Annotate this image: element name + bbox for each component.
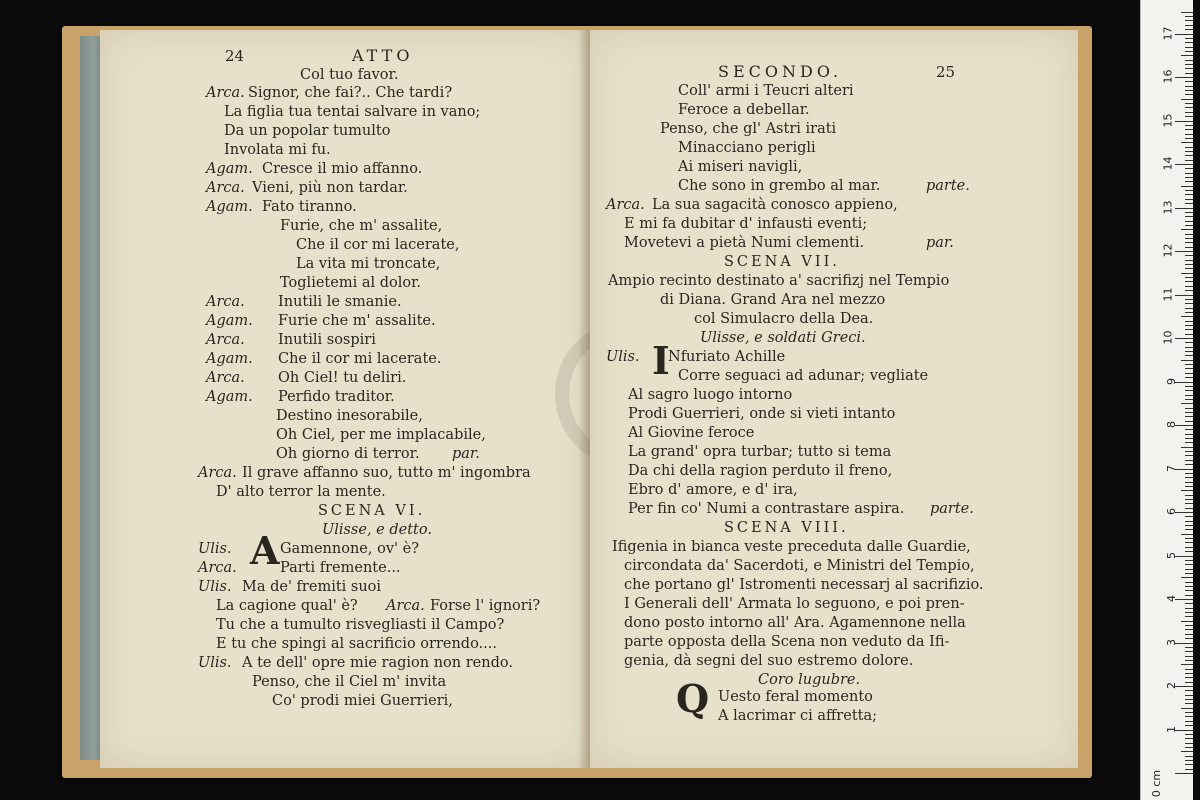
ruler-tick (1185, 521, 1193, 522)
left-page (100, 30, 590, 768)
speaker-label: Arca. (206, 370, 245, 386)
ruler-tick (1185, 329, 1193, 330)
text-line: Minacciano perigli (678, 140, 816, 156)
ruler-tick (1175, 164, 1193, 165)
ruler-tick (1185, 286, 1193, 287)
ruler-tick (1185, 690, 1193, 691)
ruler-tick (1181, 534, 1193, 535)
ruler-tick (1185, 438, 1193, 439)
scene-characters: Ulisse, e detto. (322, 522, 432, 538)
ruler-number: 17 (1161, 26, 1175, 40)
ruler-tick (1185, 247, 1193, 248)
ruler-tick (1185, 660, 1193, 661)
ruler-tick (1185, 281, 1193, 282)
ruler-tick (1185, 582, 1193, 583)
ruler-tick (1185, 638, 1193, 639)
ruler-tick (1181, 12, 1193, 13)
ruler-tick (1185, 155, 1193, 156)
ruler-tick (1185, 764, 1193, 765)
chorus-heading: Coro lugubre. (758, 672, 861, 688)
text-line: La vita mi troncate, (296, 256, 441, 272)
ruler-tick (1185, 473, 1193, 474)
ruler-tick (1185, 212, 1193, 213)
ruler-tick (1181, 229, 1193, 230)
ruler-tick (1185, 482, 1193, 483)
ruler-tick (1185, 260, 1193, 261)
ruler-tick (1185, 107, 1193, 108)
text-line: parte opposta della Scena non veduto da Ifi- (624, 634, 950, 650)
ruler-tick (1185, 738, 1193, 739)
ruler-tick (1185, 616, 1193, 617)
ruler-tick (1185, 38, 1193, 39)
ruler-tick (1181, 621, 1193, 622)
drop-cap-q: Q (676, 676, 710, 721)
text-line: Ai miseri navigli, (678, 159, 803, 175)
ruler-tick (1185, 538, 1193, 539)
text-line: Oh giorno di terror. (276, 446, 420, 462)
ruler-tick (1185, 29, 1193, 30)
ruler-tick (1185, 160, 1193, 161)
ruler-tick (1185, 386, 1193, 387)
ruler-tick (1185, 608, 1193, 609)
ruler-tick (1185, 560, 1193, 561)
text-line: Co' prodi miei Guerrieri, (272, 693, 453, 709)
ruler-tick (1185, 529, 1193, 530)
ruler-tick (1185, 699, 1193, 700)
ruler-tick (1185, 477, 1193, 478)
ruler-tick (1185, 238, 1193, 239)
ruler-tick (1185, 173, 1193, 174)
text-line: La figlia tua tentai salvare in vano; (224, 104, 481, 120)
ruler-number: 5 (1165, 551, 1178, 559)
ruler-tick (1185, 290, 1193, 291)
text-line: La grand' opra turbar; tutto si tema (628, 444, 892, 460)
running-head-right: SECONDO. (718, 62, 843, 81)
ruler-tick (1185, 299, 1193, 300)
ruler-tick (1185, 234, 1193, 235)
ruler-tick (1185, 64, 1193, 65)
text-line: E mi fa dubitar d' infausti eventi; (624, 216, 868, 232)
ruler-tick (1185, 434, 1193, 435)
text-line: La cagione qual' è? (216, 598, 358, 614)
ruler-tick (1185, 47, 1193, 48)
ruler-tick (1175, 77, 1193, 78)
ruler-tick (1175, 34, 1193, 35)
text-line: circondata da' Sacerdoti, e Ministri del Tempio, (624, 558, 975, 574)
ruler-tick (1185, 651, 1193, 652)
ruler-tick (1185, 390, 1193, 391)
page-number-right: 25 (936, 63, 956, 81)
ruler-tick (1185, 51, 1193, 52)
text-line: A te dell' opre mie ragion non rendo. (242, 655, 513, 671)
ruler-tick (1185, 94, 1193, 95)
text-line: Col tuo favor. (300, 67, 399, 83)
ruler-tick (1185, 325, 1193, 326)
scene-heading: SCENA VIII. (724, 520, 849, 536)
text-line: Il grave affanno suo, tutto m' ingombra (242, 465, 531, 481)
text-line: Per fin co' Numi a contrastare aspira. (628, 501, 905, 517)
ruler-tick (1185, 368, 1193, 369)
text-line: genia, dà segni del suo estremo dolore. (624, 653, 914, 669)
scene-heading: SCENA VII. (724, 254, 840, 270)
ruler-tick (1185, 412, 1193, 413)
ruler-tick (1181, 316, 1193, 317)
text-line: Al Giovine feroce (628, 425, 755, 441)
ruler-tick (1185, 203, 1193, 204)
text-line: Movetevi a pietà Numi clementi. (624, 235, 865, 251)
ruler-tick (1185, 486, 1193, 487)
ruler-tick (1181, 403, 1193, 404)
text-line: A lacrimar ci affretta; (718, 708, 877, 724)
ruler-tick (1185, 216, 1193, 217)
text-line: Da chi della ragion perduto il freno, (628, 463, 893, 479)
ruler-number: 6 (1165, 508, 1178, 515)
ruler-tick (1185, 734, 1193, 735)
text-line: Tu che a tumulto risvegliasti il Campo? (216, 617, 505, 633)
ruler-tick (1185, 516, 1193, 517)
text-line: Che sono in grembo al mar. (678, 178, 881, 194)
ruler-tick (1185, 451, 1193, 452)
ruler-tick (1185, 677, 1193, 678)
speaker-label: Ulis. (198, 579, 232, 595)
ruler-tick (1185, 725, 1193, 726)
ruler-tick (1185, 199, 1193, 200)
text-line: Al sagro luogo intorno (628, 387, 793, 403)
ruler-tick (1175, 208, 1193, 209)
ruler-number: 2 (1165, 682, 1178, 689)
ruler-tick (1185, 460, 1193, 461)
ruler-tick (1181, 360, 1193, 361)
ruler-tick (1185, 303, 1193, 304)
text-line: col Simulacro della Dea. (694, 311, 874, 327)
ruler-tick (1185, 351, 1193, 352)
text-line: Ma de' fremiti suoi (242, 579, 382, 595)
text-line: dono posto intorno all' Ara. Agamennone nella (624, 615, 966, 631)
ruler-tick (1185, 625, 1193, 626)
scene-heading: SCENA VI. (318, 503, 426, 519)
ruler-number: 12 (1161, 243, 1175, 258)
ruler-tick (1185, 81, 1193, 82)
ruler-tick (1185, 408, 1193, 409)
ruler-tick (1185, 134, 1193, 135)
text-line: Furie, che m' assalite, (280, 218, 443, 234)
ruler-tick (1185, 60, 1193, 61)
ruler-tick (1185, 168, 1193, 169)
text-line: Gamennone, ov' è? (280, 541, 419, 557)
ruler-number: 16 (1161, 69, 1175, 84)
ruler-tick (1181, 99, 1193, 100)
speaker-label: Arca. (206, 85, 245, 101)
drop-cap-a: A (250, 528, 280, 573)
scene-characters: Ulisse, e soldati Greci. (700, 330, 866, 346)
text-line: Ebro d' amore, e d' ira, (628, 482, 798, 498)
ruler-tick (1185, 342, 1193, 343)
ruler-tick (1175, 121, 1193, 122)
text-line: Oh Ciel! tu deliri. (278, 370, 407, 386)
page-number-left: 24 (225, 47, 245, 65)
ruler-tick (1185, 225, 1193, 226)
ruler-tick (1185, 264, 1193, 265)
text-line: Feroce a debellar. (678, 102, 810, 118)
ruler-tick (1185, 147, 1193, 148)
speaker-label: Arca. (386, 598, 425, 614)
text-line: I Generali dell' Armata lo seguono, e poi pren- (624, 596, 965, 612)
ruler-tick (1185, 499, 1193, 500)
ruler-number: 14 (1161, 156, 1175, 171)
ruler-tick (1175, 338, 1193, 339)
ruler-tick (1185, 503, 1193, 504)
ruler-tick (1185, 569, 1193, 570)
ruler-tick (1185, 112, 1193, 113)
ruler-number: 8 (1165, 421, 1178, 428)
text-line: Inutili sospiri (278, 332, 376, 348)
ruler-tick (1185, 586, 1193, 587)
ruler-tick (1185, 743, 1193, 744)
ruler-tick (1185, 116, 1193, 117)
text-line: Ifigenia in bianca veste preceduta dalle Guardie, (612, 539, 971, 555)
speaker-label: Arca. (606, 197, 645, 213)
ruler-tick (1185, 547, 1193, 548)
text-line: Corre seguaci ad adunar; vegliate (678, 368, 929, 384)
ruler-tick (1185, 695, 1193, 696)
ruler-tick (1185, 673, 1193, 674)
ruler-tick (1185, 656, 1193, 657)
ruler-tick (1185, 355, 1193, 356)
ruler-tick (1185, 308, 1193, 309)
text-line: Che il cor mi lacerate, (296, 237, 460, 253)
right-page (590, 30, 1078, 768)
speaker-label: Arca. (198, 560, 237, 576)
ruler-tick (1185, 194, 1193, 195)
ruler-tick (1185, 255, 1193, 256)
ruler-tick (1185, 551, 1193, 552)
text-line: Oh Ciel, per me implacabile, (276, 427, 486, 443)
ruler-number: 10 (1161, 330, 1175, 345)
speaker-label: Arca. (206, 294, 245, 310)
ruler-tick (1185, 377, 1193, 378)
text-line: Penso, che gl' Astri irati (660, 121, 837, 137)
text-line: che portano gl' Istromenti necessarj al sacrifizio. (624, 577, 984, 593)
ruler-number: 1 (1165, 725, 1178, 733)
ruler-tick (1181, 490, 1193, 491)
ruler-tick (1185, 364, 1193, 365)
ruler-tick (1185, 373, 1193, 374)
drop-cap-i: I (652, 338, 670, 383)
ruler-tick (1185, 125, 1193, 126)
text-line: Toglietemi al dolor. (280, 275, 422, 291)
ruler-tick (1185, 564, 1193, 565)
ruler-tick (1185, 347, 1193, 348)
running-head-left: ATTO (352, 46, 414, 65)
ruler-tick (1185, 455, 1193, 456)
text-line: Nfuriato Achille (668, 349, 786, 365)
ruler-tick (1181, 708, 1193, 709)
ruler-tick (1185, 177, 1193, 178)
text-line: Cresce il mio affanno. (262, 161, 423, 177)
ruler-tick (1181, 55, 1193, 56)
ruler-tick (1185, 634, 1193, 635)
ruler-tick (1181, 186, 1193, 187)
ruler-tick (1185, 721, 1193, 722)
measurement-ruler (1140, 0, 1193, 800)
ruler-tick (1185, 464, 1193, 465)
ruler-tick (1181, 577, 1193, 578)
ruler-tick (1185, 395, 1193, 396)
ruler-tick (1185, 769, 1193, 770)
ruler-number: 3 (1165, 638, 1178, 646)
ruler-tick (1185, 86, 1193, 87)
text-line: Da un popolar tumulto (224, 123, 391, 139)
ruler-tick (1185, 429, 1193, 430)
ruler-tick (1185, 334, 1193, 335)
text-line: Coll' armi i Teucri alteri (678, 83, 854, 99)
ruler-tick (1181, 664, 1193, 665)
speaker-label: Ulis. (198, 541, 232, 557)
ruler-tick (1185, 495, 1193, 496)
ruler-tick (1185, 103, 1193, 104)
ruler-tick (1185, 399, 1193, 400)
ruler-tick (1185, 242, 1193, 243)
speaker-label: Agam. (206, 199, 253, 215)
stage-direction: parte. (926, 178, 970, 194)
text-line: Signor, che fai?.. Che tardi? (248, 85, 453, 101)
ruler-tick (1181, 273, 1193, 274)
ruler-tick (1185, 716, 1193, 717)
ruler-tick (1185, 712, 1193, 713)
ruler-tick (1185, 68, 1193, 69)
text-line: Destino inesorabile, (276, 408, 423, 424)
stage-direction: parte. (930, 501, 974, 517)
ruler-tick (1185, 190, 1193, 191)
ruler-tick (1185, 612, 1193, 613)
ruler-tick (1175, 295, 1193, 296)
stage-direction: par. (452, 446, 480, 462)
ruler-number: 15 (1161, 113, 1175, 127)
ruler-tick (1185, 573, 1193, 574)
text-line: D' alto terror la mente. (216, 484, 386, 500)
ruler-tick (1185, 747, 1193, 748)
text-line: Che il cor mi lacerate. (278, 351, 442, 367)
text-line: Parti fremente... (280, 560, 401, 576)
ruler-tick (1185, 508, 1193, 509)
text-line: Fato tiranno. (262, 199, 357, 215)
ruler-tick (1175, 251, 1193, 252)
ruler-tick (1185, 138, 1193, 139)
ruler-tick (1185, 629, 1193, 630)
ruler-tick (1181, 751, 1193, 752)
ruler-number: 9 (1165, 377, 1178, 385)
ruler-tick (1185, 603, 1193, 604)
text-line: Uesto feral momento (718, 689, 873, 705)
ruler-tick (1185, 312, 1193, 313)
ruler-tick (1181, 142, 1193, 143)
ruler-tick (1185, 595, 1193, 596)
ruler-tick (1185, 42, 1193, 43)
ruler-tick (1185, 590, 1193, 591)
ruler-tick (1185, 20, 1193, 21)
text-line: Prodi Guerrieri, onde si vieti intanto (628, 406, 896, 422)
text-line: Inutili le smanie. (278, 294, 402, 310)
speaker-label: Agam. (206, 313, 253, 329)
ruler-tick (1185, 760, 1193, 761)
text-line: E tu che spingi al sacrificio orrendo.... (216, 636, 497, 652)
ruler-tick (1185, 421, 1193, 422)
ruler-tick (1185, 321, 1193, 322)
ruler-tick (1185, 129, 1193, 130)
ruler-tick (1185, 181, 1193, 182)
speaker-label: Ulis. (606, 349, 640, 365)
text-line: Penso, che il Ciel m' invita (252, 674, 447, 690)
speaker-label: Agam. (206, 161, 253, 177)
text-line: Perfido traditor. (278, 389, 395, 405)
text-line: Vieni, più non tardar. (252, 180, 408, 196)
ruler-tick (1185, 669, 1193, 670)
ruler-tick (1185, 416, 1193, 417)
text-line: La sua sagacità conosco appieno, (652, 197, 898, 213)
ruler-tick (1185, 151, 1193, 152)
text-line: Furie che m' assalite. (278, 313, 436, 329)
ruler-tick (1185, 542, 1193, 543)
ruler-tick (1181, 447, 1193, 448)
ruler-number: 13 (1161, 200, 1175, 214)
text-line: Involata mi fu. (224, 142, 331, 158)
speaker-label: Arca. (206, 180, 245, 196)
ruler-unit-label: 0 cm (1150, 769, 1164, 798)
ruler-tick (1185, 647, 1193, 648)
speaker-label: Arca. (198, 465, 237, 481)
ruler-number: 4 (1165, 595, 1178, 602)
ruler-tick (1185, 73, 1193, 74)
speaker-label: Ulis. (198, 655, 232, 671)
text-line: Forse l' ignori? (430, 598, 541, 614)
ruler-tick (1185, 703, 1193, 704)
ruler-tick (1185, 442, 1193, 443)
ruler-tick (1185, 16, 1193, 17)
ruler-tick (1185, 221, 1193, 222)
ruler-tick (1185, 682, 1193, 683)
text-line: Ampio recinto destinato a' sacrifizj nel Tempio (608, 273, 950, 289)
ruler-tick (1185, 525, 1193, 526)
text-line: di Diana. Grand Ara nel mezzo (660, 292, 886, 308)
ruler-number: 7 (1165, 464, 1178, 472)
speaker-label: Arca. (206, 332, 245, 348)
ruler-number: 11 (1161, 287, 1175, 301)
ruler-tick (1185, 90, 1193, 91)
speaker-label: Agam. (206, 351, 253, 367)
speaker-label: Agam. (206, 389, 253, 405)
ruler-tick (1185, 268, 1193, 269)
stage-direction: par. (926, 235, 954, 251)
ruler-tick (1185, 756, 1193, 757)
ruler-tick (1185, 277, 1193, 278)
ruler-tick (1175, 773, 1193, 774)
ruler-tick (1185, 25, 1193, 26)
